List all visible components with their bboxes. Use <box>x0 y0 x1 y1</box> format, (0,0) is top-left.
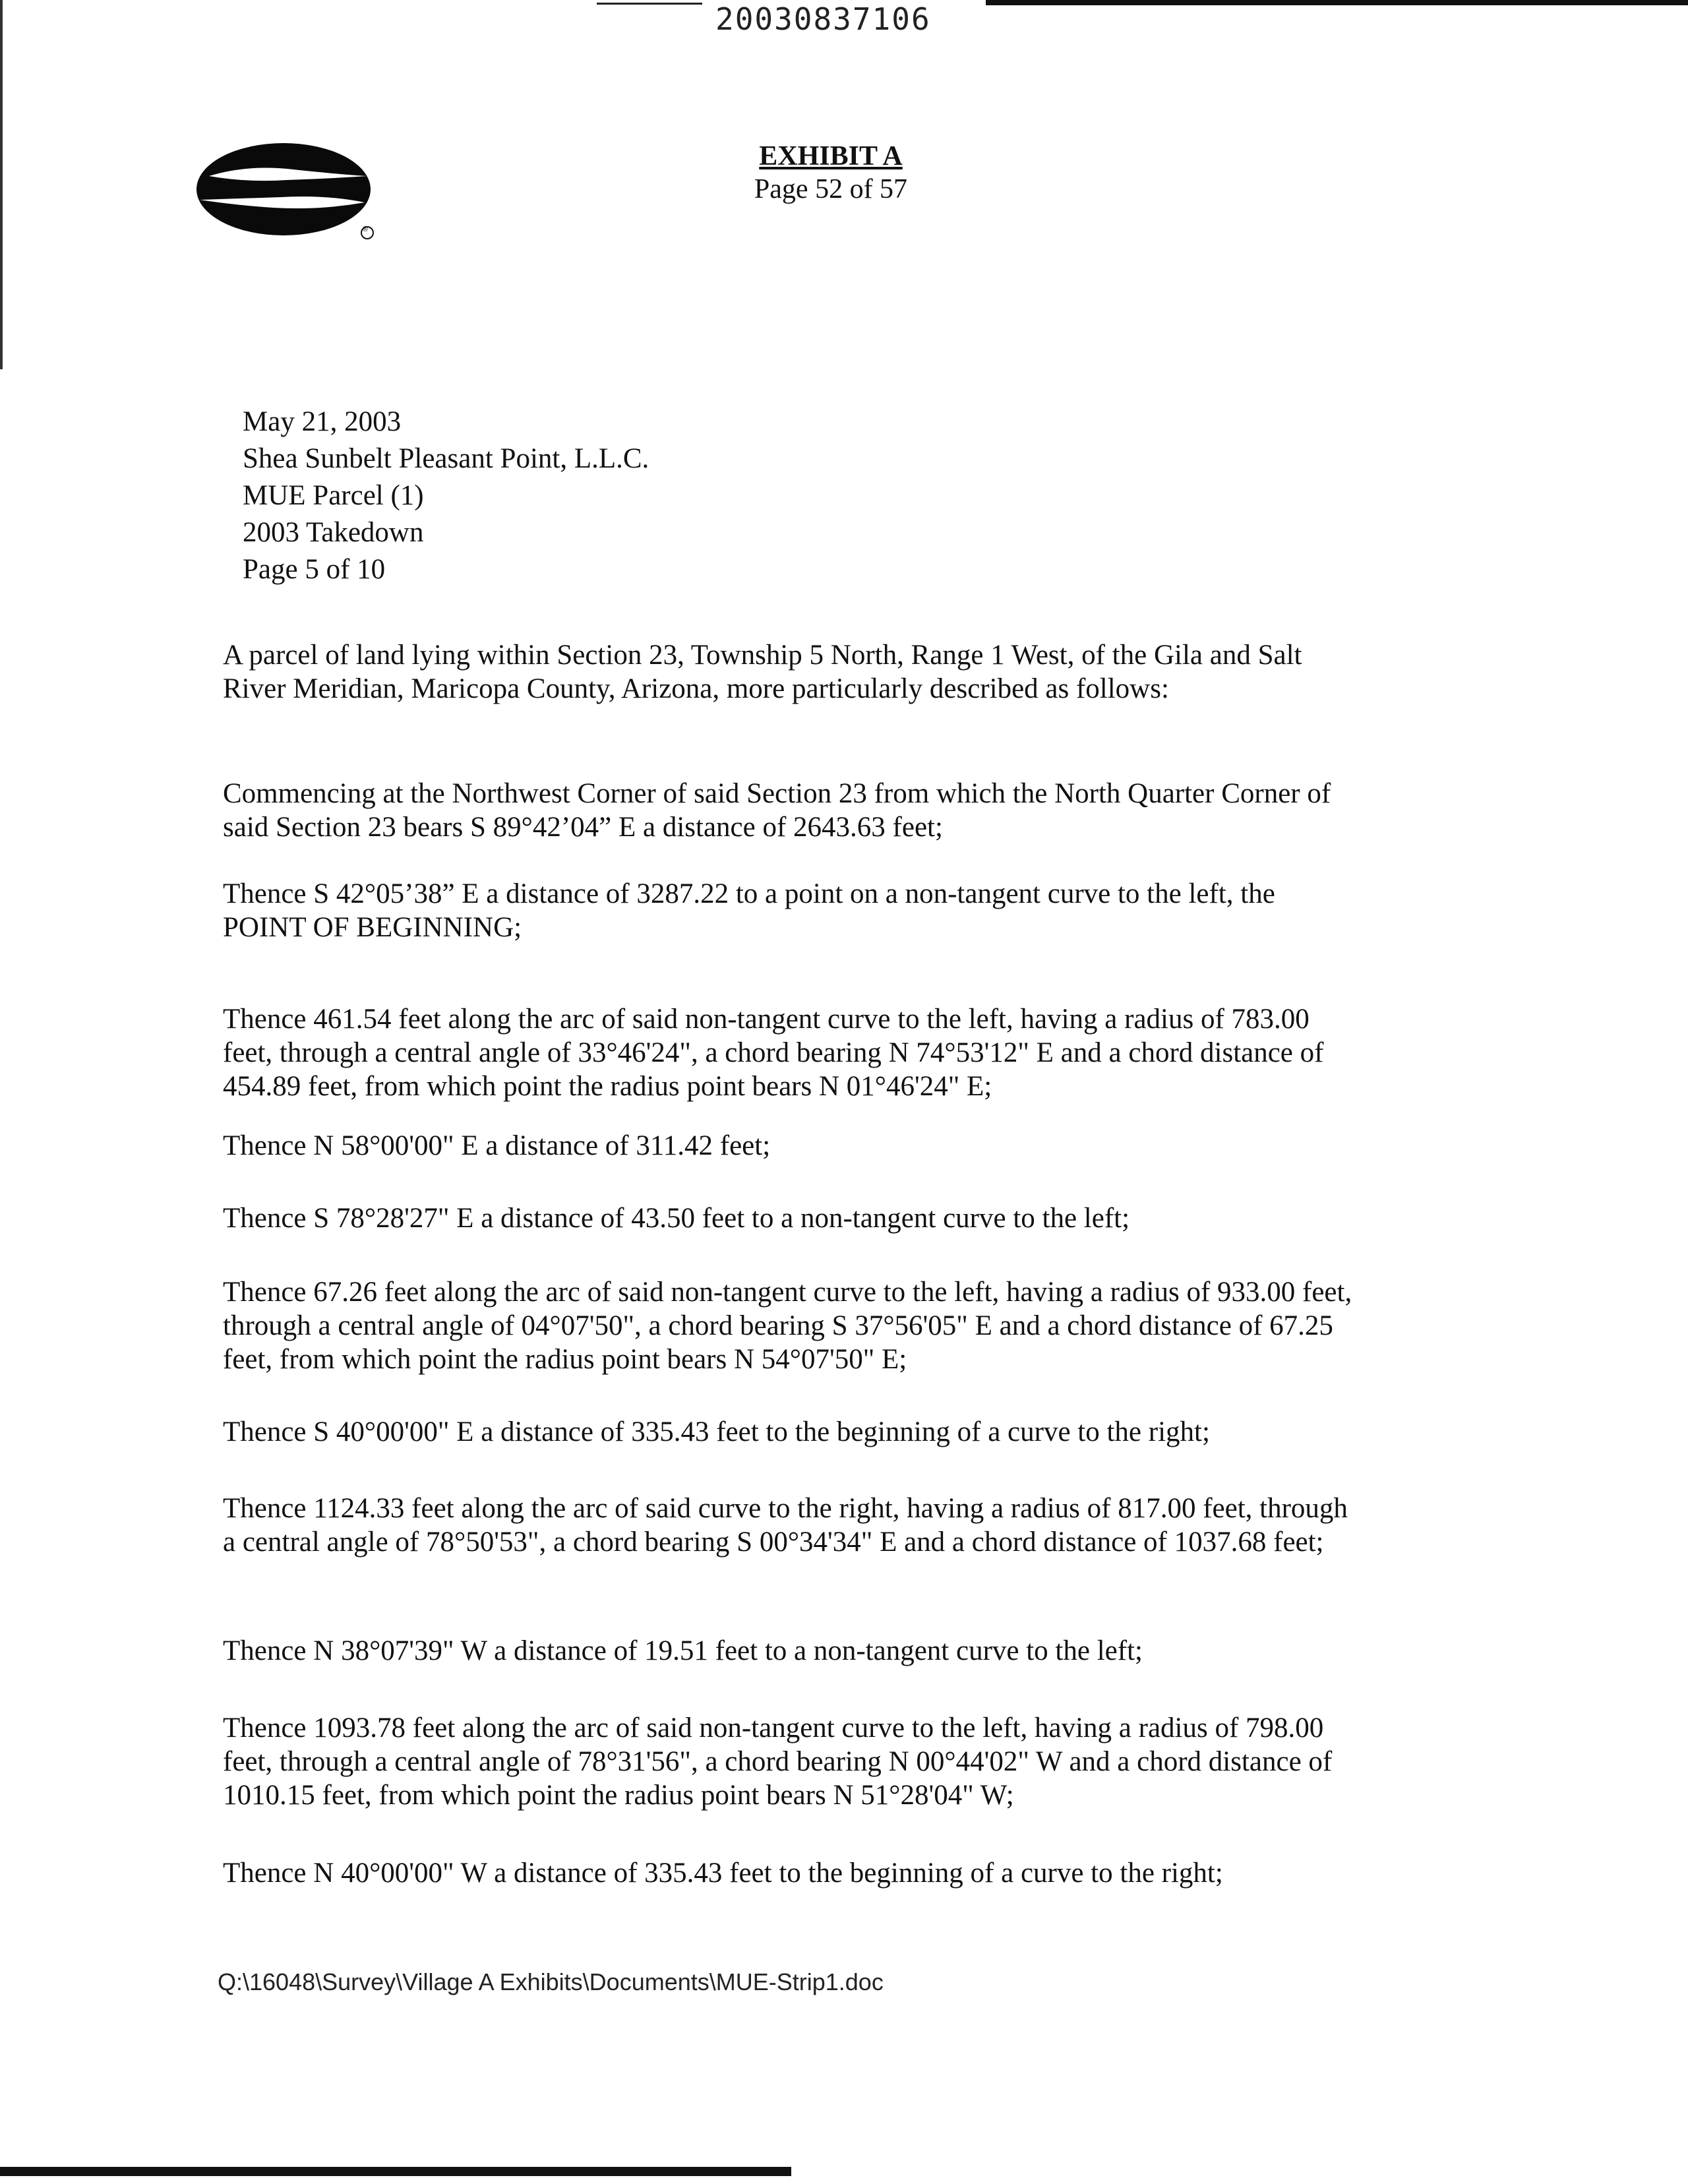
bottom-scan-rule <box>0 2167 791 2176</box>
legal-description-paragraph: Thence 1093.78 feet along the arc of said non-tangent curve to the left, having a radius of 798.00 feet, through a central angle of 78°31'56", a chord bearing N 00°44'02" W and a chord distance of 1010.15 feet, from which point the radius point bears N 51°28'04" W; <box>223 1713 1333 1811</box>
header-parcel: MUE Parcel (1) <box>243 480 424 511</box>
legal-description-paragraph: Thence 67.26 feet along the arc of said non-tangent curve to the left, having a radius of 933.00 feet, through a central angle of 04°07'50", a chord bearing S 37°56'05" E and a chord distance of 67.25 feet, from which point the radius point bears N 54°07'50" E; <box>223 1277 1352 1375</box>
top-scan-rule-right <box>986 0 1688 5</box>
legal-description-paragraph: A parcel of land lying within Section 23, Township 5 North, Range 1 West, of the Gila and Salt River Meridian, Maricopa County, Arizona, more particularly described as follows: <box>223 640 1302 704</box>
legal-description-paragraph: Thence N 40°00'00" W a distance of 335.43 feet to the beginning of a curve to the right; <box>223 1858 1223 1889</box>
header-takedown: 2003 Takedown <box>243 517 424 548</box>
header-page: Page 5 of 10 <box>243 554 386 585</box>
legal-description-paragraph: Thence 1124.33 feet along the arc of said curve to the right, having a radius of 817.00 feet, through a central angle of 78°50'53", a chord bearing S 00°34'34" E and a chord distance of 1037.68 feet; <box>223 1493 1348 1558</box>
stylized-s-oval-logo-icon <box>195 142 392 241</box>
legal-description-paragraph: Thence 461.54 feet along the arc of said non-tangent curve to the left, having a radius of 783.00 feet, through a central angle of 33°46'24", a chord bearing N 74°53'12" E and a chord distance of 454.89 feet, from which point the radius point bears N 01°46'24" E; <box>223 1004 1324 1102</box>
left-scan-edge <box>0 0 3 369</box>
legal-description-paragraph: Commencing at the Northwest Corner of said Section 23 from which the North Quarter Corner of said Section 23 bears S 89°42’04” E a distance of 2643.63 feet; <box>223 778 1331 843</box>
footer-file-path: Q:\16048\Survey\Village A Exhibits\Documents\MUE-Strip1.doc <box>218 1968 884 1995</box>
legal-description-paragraph: Thence S 40°00'00" E a distance of 335.43 feet to the beginning of a curve to the right; <box>223 1416 1210 1447</box>
legal-description-paragraph: Thence S 42°05’38” E a distance of 3287.22 to a point on a non-tangent curve to the left, the POINT OF BEGINNING; <box>223 878 1275 943</box>
top-scan-rule-left <box>597 3 702 5</box>
legal-description-paragraph: Thence S 78°28'27" E a distance of 43.50 feet to a non-tangent curve to the left; <box>223 1203 1130 1234</box>
exhibit-header <box>659 140 1002 206</box>
header-date: May 21, 2003 <box>243 406 402 437</box>
legal-description-paragraph: Thence N 58°00'00" E a distance of 311.42 feet; <box>223 1130 771 1161</box>
document-number: 20030837106 <box>715 1 931 37</box>
header-company: Shea Sunbelt Pleasant Point, L.L.C. <box>243 443 649 474</box>
exhibit-page-number: Page 52 of 57 <box>754 174 908 204</box>
legal-description-paragraph: Thence N 38°07'39" W a distance of 19.51 feet to a non-tangent curve to the left; <box>223 1635 1143 1666</box>
exhibit-title: EXHIBIT A <box>759 141 903 171</box>
document-header-block <box>243 404 649 588</box>
registered-mark: ® <box>363 226 369 233</box>
